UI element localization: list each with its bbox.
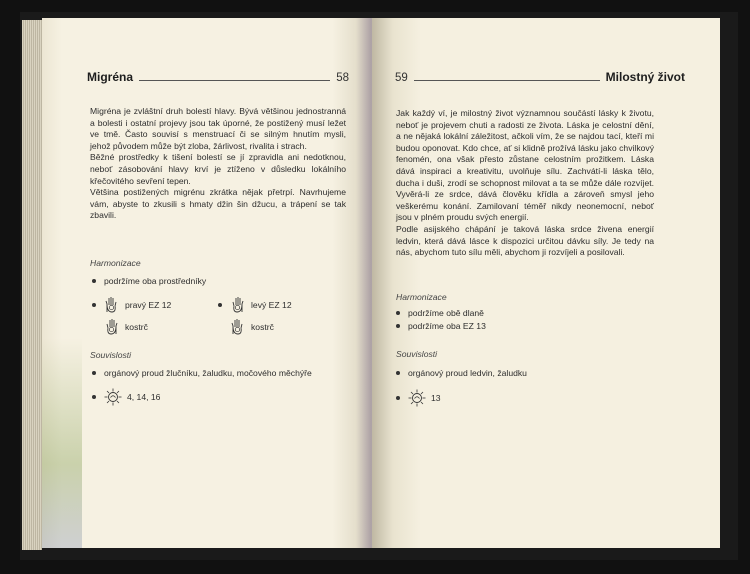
left-harmonizace-heading: Harmonizace: [90, 258, 141, 268]
left-body-text: [90, 106, 346, 222]
left-hand-item-a-text: pravý EZ 12: [125, 299, 172, 310]
right-page-number: 59: [395, 72, 408, 84]
right-souvislosti-heading: Souvislosti: [396, 349, 438, 359]
left-page: [42, 18, 372, 548]
page-edges: [22, 20, 42, 550]
left-hand-icon: [230, 296, 245, 313]
bullet-icon: [92, 395, 96, 399]
left-hand-item-c: [104, 318, 148, 335]
bullet-icon: [396, 311, 400, 315]
left-souvislosti-item-2: [92, 388, 160, 406]
right-souvislosti-item-1: [396, 368, 527, 378]
left-paragraph-1: Migréna je zvláštní druh bolestí hlavy. Bývá většinou jednostranná a bolesti i ostatní projevy jsou tak úporné, že postižený musí ležet ve tmě. Často souvisí s menstruací či se silným hnutím mysli, jehož původem může být zloba, žárlivost, rivalita i strach.: [90, 106, 346, 151]
left-running-head: [87, 70, 349, 84]
left-hand-item-a: [92, 296, 171, 313]
left-page-title: Migréna: [87, 70, 134, 84]
right-page-title: Milostný život: [605, 70, 685, 84]
left-souvislosti-item-2-text: 4, 14, 16: [127, 392, 161, 402]
left-hand-item-b: [218, 296, 292, 313]
right-harmonizace-item-1: [396, 308, 484, 318]
right-hand-icon: [104, 296, 119, 313]
right-paragraph-1: Jak každý ví, je milostný život významnou součástí lásky k životu, neboť je projevem chuti a radosti ze života. Láska je celostní dění, a ne nějaká lokální záležitost, ačkoli vím, že se najdou tací, kteří mi budou oponovat. Kdo chce, ať si klidně prožívá lásku jako chvilkový fenomén, ona však přesto zůstane celostním prožitkem. Láska dává inspiraci a kreativitu, uvolňuje sílu. Zachvátí-li láska tělo, ducha i duši, zrodí se schopnost milovat a ta se může dále rozvíjet. Vyvěrá-li ze srdce, dává člověku křídla a zároveň smysl jeho veškerému konání. Zamilovaní téměř nikdy neonemocní, neboť jsou v plném proudu svých energií.: [396, 108, 654, 223]
show-through-tint: [42, 338, 82, 548]
left-paragraph-2: Běžné prostředky k tišení bolestí se jí zpravidla ani nedotknou, neboť zásobování hlavy krví je ztíženo v důsledku lokálního křečovitého sevření tepen.: [90, 152, 346, 186]
bullet-icon: [92, 303, 96, 307]
left-hand-item-d-text: kostrč: [251, 321, 274, 332]
right-souvislosti-item-2-text: 13: [431, 393, 441, 403]
bullet-icon: [396, 396, 400, 400]
right-harmonizace-heading: Harmonizace: [396, 292, 447, 302]
right-harmonizace-item-2-text: podržíme oba EZ 13: [408, 321, 486, 331]
left-hand-item-c-text: kostrč: [125, 321, 148, 332]
left-harmonizace-item: [92, 276, 206, 286]
left-hand-item-d: [230, 318, 274, 335]
left-page-number: 58: [336, 72, 349, 84]
sun-symbol-icon: [104, 388, 122, 406]
left-souvislosti-item-1-text: orgánový proud žlučníku, žaludku, močového měchýře: [104, 368, 312, 378]
right-head-rule: [414, 79, 600, 81]
left-harmonizace-item-text: podržíme oba prostředníky: [104, 276, 207, 286]
left-paragraph-3: Většina postižených migrénu zkrátka nějak přetrpí. Navrhujeme vám, abyste to zkusili s hmaty džin šin džucu, a trápení se tak zbavili.: [90, 187, 346, 221]
left-hand-item-b-text: levý EZ 12: [251, 299, 292, 310]
bullet-icon: [92, 371, 96, 375]
right-hand-icon: [230, 318, 245, 335]
left-souvislosti-heading: Souvislosti: [90, 350, 132, 360]
right-paragraph-2: Podle asijského chápání je taková láska srdce živena energií ledvin, která dává lásce k dispozici určitou dávku síly. Je tedy na nás, abychom tuto sílu měli, abychom ji rozvíjeli a posilovali.: [396, 223, 654, 258]
sun-symbol-icon: [408, 389, 426, 407]
left-head-rule: [139, 79, 330, 81]
left-hand-icon: [104, 318, 119, 335]
right-running-head: [395, 70, 685, 84]
right-harmonizace-item-1-text: podržíme obě dlaně: [408, 308, 484, 318]
right-page: [372, 18, 720, 548]
bullet-icon: [218, 303, 222, 307]
right-harmonizace-item-2: [396, 321, 486, 331]
left-souvislosti-item-1: [92, 368, 312, 378]
bullet-icon: [396, 324, 400, 328]
bullet-icon: [396, 371, 400, 375]
right-souvislosti-item-1-text: orgánový proud ledvin, žaludku: [408, 368, 527, 378]
right-souvislosti-item-2: [396, 389, 441, 407]
bullet-icon: [92, 279, 96, 283]
right-body-text: [396, 108, 654, 259]
